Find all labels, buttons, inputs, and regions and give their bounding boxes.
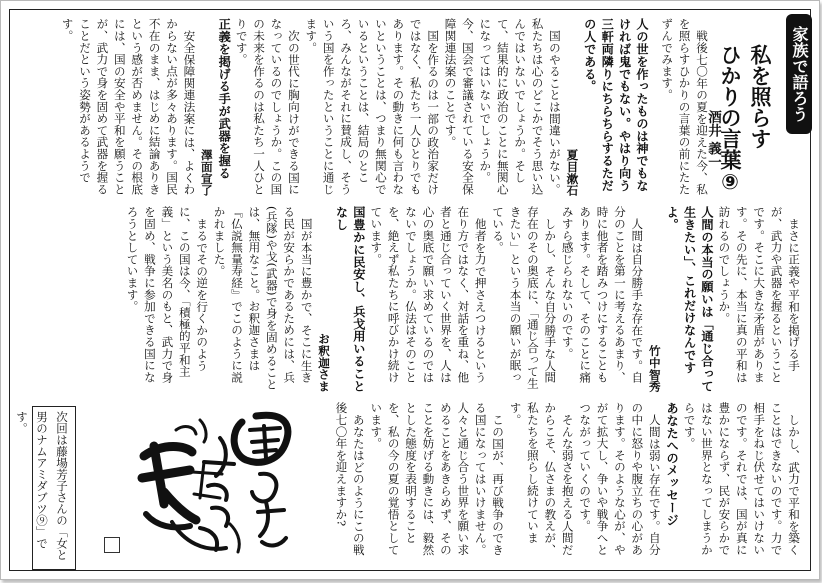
title-line-1: 私を照らす bbox=[748, 44, 772, 149]
calligraphy-artwork bbox=[134, 402, 304, 562]
intro-paragraph bbox=[655, 18, 710, 196]
quote-2-paragraph: 安全保障関連法案には、よくわからない点が多々あります。国民不在のまま、はじめに結論ありきという感が否めません。その根底には、国の安全や平和を願うことが、武力で身を固めて武器を握ることだという姿勢があるようです。 bbox=[60, 18, 197, 195]
message-paragraph: この国が、再び戦争のできる国になってはいけません。人々と通じ合う世界を願い求めることをあきらめず、そのことを妨げる動きには、毅然とした態度を表明することを、私の今の夏の覚悟としています。 bbox=[369, 402, 506, 556]
series-badge: 家族で語ろう bbox=[786, 14, 812, 134]
quote-3-author: 竹中智秀 bbox=[647, 344, 662, 392]
message-paragraph: あなたはどのようにこの戦後七〇年を迎えますか? bbox=[334, 402, 366, 556]
section-1 bbox=[60, 18, 650, 196]
quote-1-paragraph: 国のやることは間違いがない。私たちは心のどこかでそう思い込んではいないでしょうか。そして、結果的に政治のことに無関心になってはいないでしょうか。今、国会で審議されている安全保障関連法案のことです。 bbox=[443, 18, 562, 195]
quote-3-paragraph: しかし、そんな自分勝手な人間存在のその奥底に、「通じ合って生きたい」という本当の願いが眠っている。 bbox=[491, 206, 558, 389]
article-title bbox=[715, 44, 775, 194]
intro-text: 戦後七〇年の夏を迎えた今、私を照らすひかりの言葉の前にたたずんでみます。 bbox=[660, 18, 709, 195]
quote-1-paragraph: 国を作るのは一部の政治家だけではなく、私たち一人ひとりでもあります。その動きに何も言わないということは、つまり無関心でいるということは、結局のところ、みんながそれに賛成し、そういう国を作ったということに通じます。 bbox=[304, 18, 441, 195]
middle-band bbox=[22, 206, 802, 392]
quote-2-author: 澤面宣了 bbox=[199, 148, 214, 196]
quote-2-heading: 正義を掲げる手が武器を握る bbox=[217, 18, 232, 180]
quote-2-paragraph: まさに正義や平和を掲げる手が、武力や武器を握るということです。そこに大きな矛盾があります。その先に、本当に真の平和は訪れるのでしょうか。 bbox=[717, 206, 801, 383]
quote-1-paragraph: 次の世代に胸向けができる国になっているのでしょうか。この国の未来を作るのは私たち一人ひとりです。 bbox=[234, 18, 301, 195]
quote-3-paragraph: 他者を力で押さえつけるという在り方ではなく、対話を重ね、他者と通じ合っていく世界を、人は心の奥底で願い求めているのではないでしょうか。仏法はそのことを、絶えず私たちに呼びかけ続けています。 bbox=[369, 206, 488, 383]
lower-band bbox=[302, 402, 802, 562]
article-frame bbox=[9, 9, 811, 571]
author-byline: 酒井 義一 bbox=[705, 110, 721, 169]
quote-1-heading: 人の世を作ったものは神でもなければ鬼でもない。やはり向う三軒両隣りにちらちらするただの人である。 bbox=[582, 18, 649, 192]
title-line-2: ひかりの言葉⑨ bbox=[718, 44, 742, 194]
quote-4-paragraph: しかし、武力で平和を築くことはできないのです。力で相手をねじ伏せてはいけないのです。それでは、国が真に豊かにならず、民が安らかではない世界となってしまうからです。 bbox=[682, 402, 801, 556]
artist-seal-icon bbox=[104, 537, 120, 553]
quote-4-paragraph: 国が本当に豊かで、そこに生きる民が安らかであるためには、兵(兵隊)や戈(武器)で身を固めることは、無用なこと。お釈迦さまは『仏説無量寿経』でこのように説かれました。 bbox=[212, 206, 314, 391]
message-paragraph: そんな弱さを抱える人間だからこそ、仏さまの教えが、私たちを照らし続けています。 bbox=[508, 402, 575, 556]
quote-3-paragraph: 人間は自分勝手な存在です。自分のことを第一に考えるあまり、時に他者を踏みつけにすることもあります。そして、そのことに痛みすら感じられないのです。 bbox=[560, 206, 645, 383]
quote-4-author: お釈迦さま bbox=[317, 333, 332, 392]
quote-4-paragraph: まるでその逆を行くかのように、この国は今、「積極的平和主義」という美名のもと、武力で身を固め、戦争に参加できる国になろうとしています。 bbox=[125, 206, 210, 383]
next-issue-notice: 次回は藤場芳子さんの「女と男のナムアミダブツ⑨」です。 bbox=[32, 406, 76, 570]
quote-1-author: 夏目漱石 bbox=[565, 148, 580, 196]
quote-3-heading: 人間の本当の願いは「通じ合って生きたい」、これだけなんですよ。 bbox=[665, 206, 714, 392]
message-heading: あなたへのメッセージ bbox=[665, 402, 680, 526]
message-paragraph: 人間は弱い存在です。自分の中に怒りや腹立ちの心があります。そのような心が、やがて拡大し、争いや戦争へとつながっていくのです。 bbox=[578, 402, 662, 556]
quote-4-heading: 国豊かに民安し、兵戈用いることなし bbox=[334, 206, 366, 392]
